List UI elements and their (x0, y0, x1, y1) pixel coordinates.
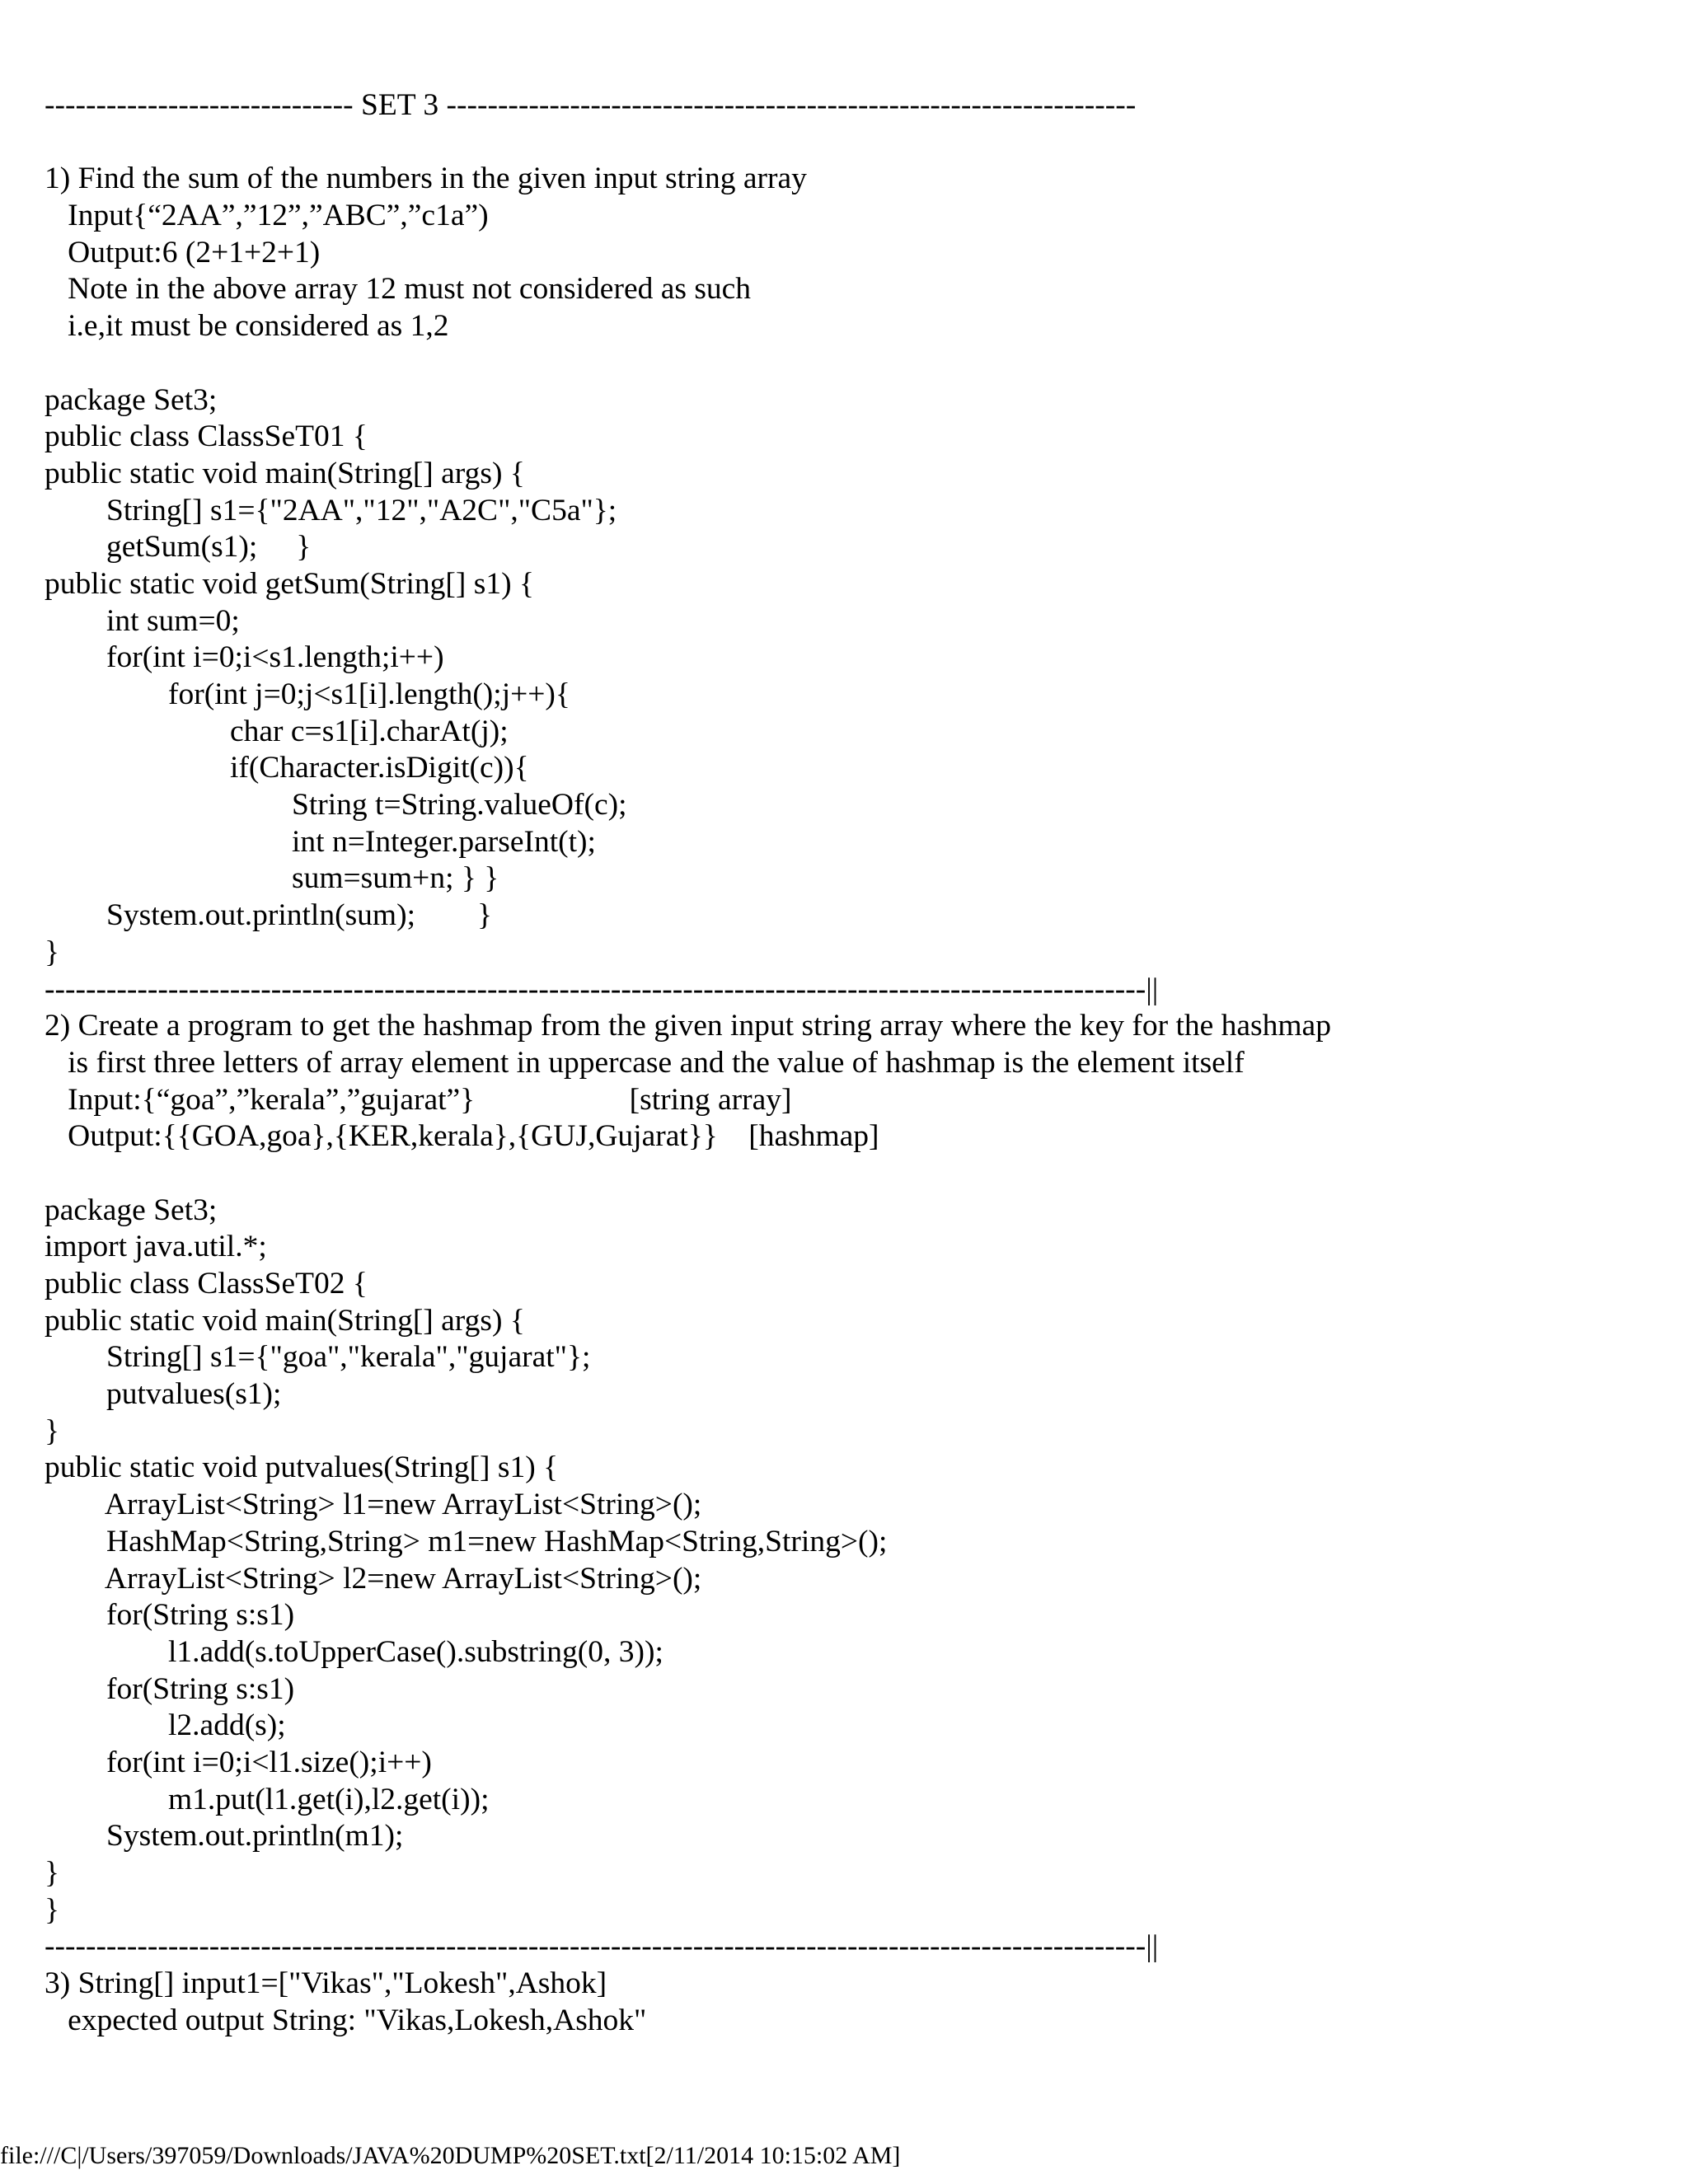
document-line: for(String s:s1) (45, 1598, 295, 1633)
document-line: } (45, 1413, 59, 1448)
document-line: } (45, 1892, 59, 1927)
document-line: 2) Create a program to get the hashmap from the given input string array where the key for the hashmap (45, 1009, 1331, 1043)
document-line: System.out.println(m1); (45, 1819, 404, 1854)
document-line: } (45, 1856, 59, 1890)
document-line: sum=sum+n; } } (45, 861, 499, 896)
document-line: for(String s:s1) (45, 1671, 295, 1706)
page-footer-file-path: file:///C|/Users/397059/Downloads/JAVA%20DUMP%20SET.txt[2/11/2014 10:15:02 AM] (0, 2142, 901, 2169)
document-line: public static void main(String[] args) { (45, 456, 525, 490)
document-line: for(int i=0;i<s1.length;i++) (45, 640, 444, 675)
document-line: -----------------------------------------------------------------------------------------------------------|| (45, 1929, 1159, 1964)
document-line: for(int i=0;i<l1.size();i++) (45, 1745, 432, 1779)
document-line: Output:6 (2+1+2+1) (45, 235, 321, 269)
document-line: int n=Integer.parseInt(t); (45, 824, 596, 859)
document-line: Note in the above array 12 must not considered as such (45, 272, 752, 307)
document-line: i.e,it must be considered as 1,2 (45, 309, 449, 344)
document-line: l1.add(s.toUpperCase().substring(0, 3)); (45, 1634, 663, 1669)
document-line: public class ClassSeT02 { (45, 1267, 368, 1301)
document-line: Output:{{GOA,goa},{KER,kerala},{GUJ,Gujarat}} [hashmap] (45, 1119, 879, 1154)
document-line: Input{“2AA”,”12”,”ABC”,”c1a”) (45, 199, 489, 233)
document-line: public static void getSum(String[] s1) { (45, 566, 534, 601)
document-line: public static void putvalues(String[] s1) { (45, 1451, 559, 1485)
document-line: is first three letters of array element in uppercase and the value of hashmap is the element itself (45, 1045, 1245, 1080)
document-line: Input:{“goa”,”kerala”,”gujarat”} [string array] (45, 1082, 792, 1117)
document-line: l2.add(s); (45, 1708, 286, 1743)
document-line: 3) String[] input1=["Vikas","Lokesh",Ashok] (45, 1966, 607, 2001)
document-line: public static void main(String[] args) { (45, 1303, 525, 1338)
document-line: System.out.println(sum); } (45, 898, 492, 933)
document-line: ------------------------------ SET 3 ------------------------------------------------------------------- (45, 88, 1137, 122)
document-line: package Set3; (45, 382, 218, 417)
document-line: HashMap<String,String> m1=new HashMap<String,String>(); (45, 1524, 888, 1558)
document-line: import java.util.*; (45, 1230, 267, 1264)
document-line: public class ClassSeT01 { (45, 419, 368, 454)
document-line: if(Character.isDigit(c)){ (45, 751, 529, 785)
document-line (45, 124, 1660, 162)
document-line: char c=s1[i].charAt(j); (45, 714, 509, 748)
document-line: 1) Find the sum of the numbers in the given input string array (45, 162, 807, 196)
document-line: String[] s1={"2AA","12","A2C","C5a"}; (45, 493, 617, 527)
document-line: -----------------------------------------------------------------------------------------------------------|| (45, 972, 1159, 1006)
document-line: package Set3; (45, 1193, 218, 1227)
document-line: String t=String.valueOf(c); (45, 788, 627, 823)
document-line (45, 1155, 1660, 1193)
document-line (45, 345, 1660, 382)
document-line: } (45, 935, 59, 969)
document-line: getSum(s1); } (45, 530, 312, 565)
document-line: String[] s1={"goa","kerala","gujarat"}; (45, 1340, 591, 1375)
document-line: int sum=0; (45, 603, 240, 638)
document-line: putvalues(s1); (45, 1377, 282, 1412)
document-line: ArrayList<String> l1=new ArrayList<String>(); (45, 1488, 702, 1522)
document-body (45, 87, 1660, 2039)
document-line: ArrayList<String> l2=new ArrayList<String>(); (45, 1561, 702, 1596)
document-line: m1.put(l1.get(i),l2.get(i)); (45, 1782, 490, 1816)
document-line: expected output String: "Vikas,Lokesh,Ashok" (45, 2003, 647, 2037)
document-line: for(int j=0;j<s1[i].length();j++){ (45, 677, 570, 711)
